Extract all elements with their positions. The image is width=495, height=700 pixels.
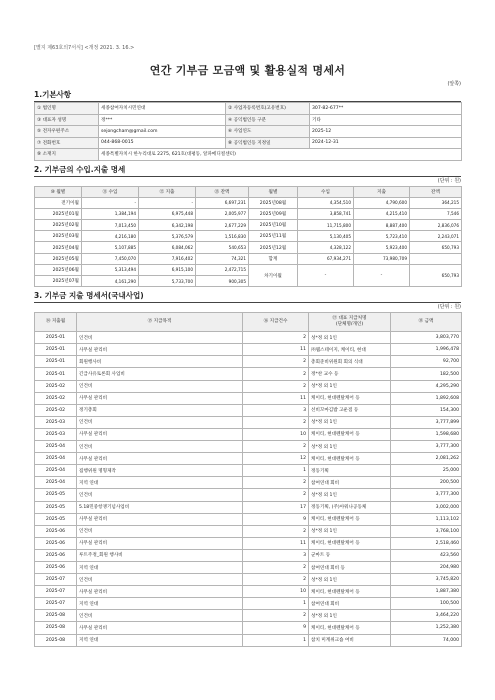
expense-month: 2025-01 — [35, 332, 77, 344]
income-col-header: 월별 — [249, 186, 298, 197]
expense-payee: 케이티, 현대렌탈케어 등 — [309, 586, 391, 598]
income-amount: 5,733,700 — [139, 276, 196, 287]
expense-month: 2025-08 — [35, 622, 77, 634]
expense-amount: 3,777,300 — [391, 489, 462, 501]
expense-amount: 2,081,262 — [391, 453, 462, 465]
expense-row — [35, 586, 462, 598]
expense-row — [35, 380, 462, 392]
income-amount: 2,677,229 — [196, 220, 249, 231]
expense-row — [35, 634, 462, 646]
expense-count: 11 — [243, 344, 309, 356]
expense-payee: 성*정 외 1인 — [309, 416, 391, 428]
field-value: 기타 — [310, 114, 462, 126]
expense-count: 2 — [243, 477, 309, 489]
expense-col-header: ⑮ 지급목적 — [77, 313, 243, 332]
income-amount: 11,715,800 — [298, 220, 354, 231]
expense-purpose: 지역 연대 — [77, 477, 243, 489]
expense-purpose: 사무실 관리비 — [77, 622, 243, 634]
expense-count: 2 — [243, 441, 309, 453]
expense-count: 2 — [243, 368, 309, 380]
expense-purpose: 인건비 — [77, 416, 243, 428]
expense-payee: 성*정 외 1인 — [309, 525, 391, 537]
expense-count: 2 — [243, 380, 309, 392]
income-amount: 4,161,290 — [82, 276, 139, 287]
expense-amount: 74,000 — [391, 634, 462, 646]
expense-row — [35, 465, 462, 477]
expense-col-header: ⑭ 지출월 — [35, 313, 77, 332]
expense-count: 1 — [243, 465, 309, 477]
income-amount: 7,546 — [410, 208, 462, 219]
expense-payee: 케이티, 현대렌탈케어 등 — [309, 428, 391, 440]
expense-amount: 1,996,478 — [391, 344, 462, 356]
income-amount: 4,216,180 — [82, 231, 139, 242]
expense-count: 2 — [243, 332, 309, 344]
expense-payee: 참여연대 회비 — [309, 598, 391, 610]
expense-row — [35, 441, 462, 453]
address-value: 세종특별자치시 한누리대로 2275, 621호(대평동, 알파메디컬센터) — [99, 149, 462, 161]
income-amount: - — [139, 197, 196, 208]
income-amount — [410, 253, 462, 264]
field-value: 세종참여자치시민연대 — [99, 103, 226, 115]
expense-purpose: 집행위원 명형제작 — [77, 465, 243, 477]
field-label: ③ 대표자 성명 — [35, 114, 99, 126]
basic-info-row — [35, 103, 462, 115]
expense-purpose: 긴급사유토론회 사업비 — [77, 368, 243, 380]
expense-amount: 1,887,380 — [391, 586, 462, 598]
expense-amount: 25,000 — [391, 465, 462, 477]
expense-row — [35, 344, 462, 356]
income-amount: 1,384,194 — [82, 208, 139, 219]
expense-purpose: 인건비 — [77, 332, 243, 344]
income-col-header: ⑪ 수입 — [82, 186, 139, 197]
field-label: ④ 공익법인등 구분 — [226, 114, 310, 126]
expense-amount: 92,700 — [391, 356, 462, 368]
income-amount: 2,243,071 — [410, 231, 462, 242]
income-row — [35, 231, 462, 242]
expense-row — [35, 428, 462, 440]
income-amount: 900,305 — [196, 276, 249, 287]
expense-amount: 4,295,290 — [391, 380, 462, 392]
income-amount: 6,697,231 — [196, 197, 249, 208]
expense-month: 2025-04 — [35, 465, 77, 477]
expense-row — [35, 622, 462, 634]
expense-month: 2025-07 — [35, 574, 77, 586]
expense-amount: 3,768,100 — [391, 525, 462, 537]
expense-purpose: 사무실 관리비 — [77, 586, 243, 598]
expense-amount: 204,980 — [391, 561, 462, 573]
expense-count: 10 — [243, 428, 309, 440]
expense-amount: 1,252,380 — [391, 622, 462, 634]
expense-payee: 선비꼬마김밥 고운점 등 — [309, 404, 391, 416]
income-amount: 650,793 — [410, 242, 462, 253]
page-title: 연간 기부금 모금액 및 활용실적 명세서 — [149, 64, 346, 77]
expense-month: 2025-02 — [35, 404, 77, 416]
expense-count: 17 — [243, 501, 309, 513]
income-month: 2025년02월 — [35, 220, 82, 231]
expense-payee: 정*찬 교수 등 — [309, 368, 391, 380]
expense-row — [35, 416, 462, 428]
income-row — [35, 264, 462, 275]
section-income-title: 2. 기부금의 수입.지출 명세 — [34, 165, 461, 177]
income-col-header: ⑩ 월별 — [35, 186, 82, 197]
expense-month: 2025-01 — [35, 344, 77, 356]
expense-month: 2025-06 — [35, 537, 77, 549]
expense-payee: 성*정 외 1인 — [309, 380, 391, 392]
expense-count: 2 — [243, 610, 309, 622]
expense-col-header: ⑰ 대표 지급처명 (단체명/개인) — [309, 313, 391, 332]
income-amount: 3,858,741 — [298, 208, 354, 219]
expense-purpose: 인건비 — [77, 574, 243, 586]
expense-row — [35, 561, 462, 573]
income-amount: 540,653 — [196, 242, 249, 253]
expense-count: 2 — [243, 525, 309, 537]
expense-month: 2025-03 — [35, 416, 77, 428]
expense-row — [35, 404, 462, 416]
income-month: 2025년08월 — [249, 197, 298, 208]
income-month: 2025년05월 — [35, 253, 82, 264]
expense-row — [35, 525, 462, 537]
income-month: 2025년06월 — [35, 264, 82, 275]
expense-month: 2025-07 — [35, 586, 77, 598]
section-expense-title: 3. 기부금 지출 명세서(국내사업) — [34, 291, 461, 303]
expense-payee: ㈜웹스테이지, 케이티, 현대 — [309, 344, 391, 356]
field-value: sejongcham@gmail.com — [99, 126, 226, 138]
income-month: 전기이월 — [35, 197, 82, 208]
income-month: 2025년01월 — [35, 208, 82, 219]
expense-row — [35, 356, 462, 368]
expense-col-header: ⑯ 지급건수 — [243, 313, 309, 332]
expense-month: 2025-08 — [35, 634, 77, 646]
field-label: ② 사업자등록번호(고유번호) — [226, 103, 310, 115]
expense-count: 9 — [243, 622, 309, 634]
field-label: ⑤ 전자우편주소 — [35, 126, 99, 138]
income-amount: 6,342,198 — [139, 220, 196, 231]
income-amount: 5,723,410 — [354, 231, 410, 242]
field-value: 2025-12 — [310, 126, 462, 138]
expense-payee: 성*정 외 1인 — [309, 332, 391, 344]
income-row — [35, 208, 462, 219]
income-amount: 74,321 — [196, 253, 249, 264]
income-amount: 1,516,830 — [196, 231, 249, 242]
income-col-header: 수입 — [298, 186, 354, 197]
expense-purpose: 인건비 — [77, 489, 243, 501]
expense-row — [35, 392, 462, 404]
expense-purpose: 사무실 관리비 — [77, 537, 243, 549]
carry-forward-balance: 650,793 — [410, 264, 462, 286]
income-amount: 2,005,977 — [196, 208, 249, 219]
expense-purpose: 사무실 관리비 — [77, 513, 243, 525]
income-amount: 4,328,122 — [298, 242, 354, 253]
expense-row — [35, 537, 462, 549]
income-amount: 5,107,885 — [82, 242, 139, 253]
expense-row — [35, 489, 462, 501]
expense-amount: 3,777,899 — [391, 416, 462, 428]
expense-payee: 군마트 등 — [309, 549, 391, 561]
expense-month: 2025-08 — [35, 610, 77, 622]
expense-row — [35, 477, 462, 489]
expense-amount: 3,002,000 — [391, 501, 462, 513]
expense-count: 2 — [243, 574, 309, 586]
expense-month: 2025-05 — [35, 501, 77, 513]
expense-purpose: 루트주정_회원 행사비 — [77, 549, 243, 561]
expense-count: 2 — [243, 489, 309, 501]
income-amount: 6,084,062 — [139, 242, 196, 253]
expense-month: 2025-01 — [35, 368, 77, 380]
expense-month: 2025-06 — [35, 561, 77, 573]
expense-payee: 케이티, 현대렌탈케어 등 — [309, 622, 391, 634]
income-amount: - — [82, 197, 139, 208]
expense-count: 10 — [243, 586, 309, 598]
expense-count: 1 — [243, 634, 309, 646]
expense-count: 11 — [243, 392, 309, 404]
expense-count: 2 — [243, 561, 309, 573]
expense-purpose: 5.18민중항쟁기념사업비 — [77, 501, 243, 513]
section-basic-title: 1.기본사항 — [34, 90, 461, 102]
expense-payee: 참여연대 회비 등 — [309, 561, 391, 573]
field-value: 2024-12-31 — [310, 137, 462, 149]
field-label: ⑥ 사업연도 — [226, 126, 310, 138]
expense-row — [35, 453, 462, 465]
expense-count: 2 — [243, 416, 309, 428]
income-month: 2025년10월 — [249, 220, 298, 231]
income-amount: 7,450,070 — [82, 253, 139, 264]
expense-purpose: 정기총회 — [77, 404, 243, 416]
expense-month: 2025-02 — [35, 380, 77, 392]
document-page — [34, 44, 461, 647]
expense-purpose: 인건비 — [77, 380, 243, 392]
expense-payee: 참여연대 회비 — [309, 477, 391, 489]
expense-count: 9 — [243, 513, 309, 525]
expense-payee: 성*정 외 1인 — [309, 441, 391, 453]
expense-purpose: 회원행사비 — [77, 356, 243, 368]
income-amount: 4,215,410 — [354, 208, 410, 219]
expense-payee: 성*정 외 1인 — [309, 610, 391, 622]
expense-payee: 정동기획 — [309, 465, 391, 477]
expense-purpose: 사무실 관리비 — [77, 392, 243, 404]
page-side-note: (앞쪽) — [447, 81, 461, 87]
basic-info-row — [35, 114, 462, 126]
address-label: ⑨ 소재지 — [35, 149, 99, 161]
income-amount: 5,923,400 — [354, 242, 410, 253]
basic-info-table — [34, 102, 462, 161]
expense-payee: 케이티, 현대렌탈케어 등 — [309, 537, 391, 549]
income-amount: 5,376,579 — [139, 231, 196, 242]
expense-month: 2025-02 — [35, 392, 77, 404]
income-col-header: ⑫ 지출 — [139, 186, 196, 197]
income-month: 2025년04월 — [35, 242, 82, 253]
expense-row — [35, 501, 462, 513]
income-row — [35, 253, 462, 264]
expense-amount: 1,598,680 — [391, 428, 462, 440]
expense-row — [35, 368, 462, 380]
expense-amount: 200,500 — [391, 477, 462, 489]
carry-forward-expense: - — [354, 264, 410, 286]
expense-purpose: 지역 연대 — [77, 598, 243, 610]
expense-count: 3 — [243, 549, 309, 561]
income-amount: 5,313,494 — [82, 264, 139, 275]
form-number: [별지 제63호의7서식] <개정 2021. 3. 16.> — [34, 45, 135, 51]
field-value: 정*** — [99, 114, 226, 126]
basic-info-row — [35, 137, 462, 149]
expense-month: 2025-04 — [35, 453, 77, 465]
expense-amount: 3,745,820 — [391, 574, 462, 586]
expense-count: 1 — [243, 598, 309, 610]
income-row — [35, 197, 462, 208]
expense-purpose: 지역 연대 — [77, 561, 243, 573]
income-amount: 364,215 — [410, 197, 462, 208]
income-amount: 4,354,510 — [298, 197, 354, 208]
basic-info-row-address — [35, 149, 462, 161]
expense-amount: 3,777,300 — [391, 441, 462, 453]
expense-month: 2025-07 — [35, 598, 77, 610]
expense-row — [35, 513, 462, 525]
expense-month: 2025-03 — [35, 428, 77, 440]
field-value: 307-82-677** — [310, 103, 462, 115]
expense-amount: 423,560 — [391, 549, 462, 561]
expense-amount: 1,892,608 — [391, 392, 462, 404]
income-amount: 2,836,076 — [410, 220, 462, 231]
expense-row — [35, 598, 462, 610]
expense-month: 2025-05 — [35, 489, 77, 501]
income-row — [35, 242, 462, 253]
expense-amount: 3,464,220 — [391, 610, 462, 622]
expense-payee: 정동기획, (주)아워나공동체 — [309, 501, 391, 513]
field-label: ① 법인명 — [35, 103, 99, 115]
income-amount: 7,916,402 — [139, 253, 196, 264]
expense-col-header: ⑱ 금액 — [391, 313, 462, 332]
expense-count: 3 — [243, 404, 309, 416]
expense-payee: 성*정 외 1인 — [309, 574, 391, 586]
income-month: 2025년03월 — [35, 231, 82, 242]
expense-month: 2025-04 — [35, 477, 77, 489]
expense-payee: 참치 미계위크숍 여비 — [309, 634, 391, 646]
expense-month: 2025-05 — [35, 513, 77, 525]
expense-purpose: 인건비 — [77, 441, 243, 453]
expense-count: 2 — [243, 356, 309, 368]
income-amount: 5,130,405 — [298, 231, 354, 242]
expense-detail-table — [34, 312, 462, 646]
expense-payee: 케이티, 현대렌탈케어 등 — [309, 453, 391, 465]
expense-amount: 100,500 — [391, 598, 462, 610]
income-month: 합계 — [249, 253, 298, 264]
income-col-header: ⑬ 잔액 — [196, 186, 249, 197]
expense-unit-note: (단위 : 원) — [437, 304, 461, 311]
expense-purpose: 인건비 — [77, 525, 243, 537]
income-unit-note: (단위 : 원) — [437, 177, 461, 184]
income-month: 2025년12월 — [249, 242, 298, 253]
expense-count: 12 — [243, 453, 309, 465]
income-amount: 8,887,400 — [354, 220, 410, 231]
income-month: 2025년07월 — [35, 276, 82, 287]
expense-amount: 1,113,102 — [391, 513, 462, 525]
expense-row — [35, 549, 462, 561]
expense-purpose: 인건비 — [77, 610, 243, 622]
income-amount: 6,975,448 — [139, 208, 196, 219]
field-value: 044-868-0015 — [99, 137, 226, 149]
carry-forward-label: 차기이월 — [249, 264, 298, 286]
field-label: ⑧ 공익법인등 지정일 — [226, 137, 310, 149]
income-amount: 4,790,600 — [354, 197, 410, 208]
basic-info-row — [35, 126, 462, 138]
income-amount: 7,013,450 — [82, 220, 139, 231]
income-month: 2025년11월 — [249, 231, 298, 242]
field-label: ⑦ 전화번호 — [35, 137, 99, 149]
expense-purpose: 사무실 관리비 — [77, 344, 243, 356]
expense-amount: 2,518,460 — [391, 537, 462, 549]
expense-amount: 3,803,770 — [391, 332, 462, 344]
expense-count: 11 — [243, 537, 309, 549]
expense-purpose: 사무실 관리비 — [77, 453, 243, 465]
carry-forward-income: - — [298, 264, 354, 286]
income-row — [35, 220, 462, 231]
expense-month: 2025-04 — [35, 441, 77, 453]
income-expense-table — [34, 186, 462, 288]
expense-row — [35, 610, 462, 622]
income-amount: 73,980,709 — [354, 253, 410, 264]
expense-amount: 154,300 — [391, 404, 462, 416]
expense-month: 2025-01 — [35, 356, 77, 368]
expense-month: 2025-06 — [35, 549, 77, 561]
expense-payee: 케이티, 현대렌탈케어 등 — [309, 513, 391, 525]
expense-purpose: 사무실 관리비 — [77, 428, 243, 440]
expense-payee: 케이티, 현대렌탈케어 등 — [309, 392, 391, 404]
expense-row — [35, 574, 462, 586]
expense-payee: 총회준비위원회 회의 식대 — [309, 356, 391, 368]
income-col-header: 지출 — [354, 186, 410, 197]
expense-amount: 182,500 — [391, 368, 462, 380]
expense-month: 2025-06 — [35, 525, 77, 537]
income-amount: 2,472,715 — [196, 264, 249, 275]
expense-row — [35, 332, 462, 344]
expense-payee: 성*정 외 1인 — [309, 489, 391, 501]
income-amount: 67,934,271 — [298, 253, 354, 264]
income-amount: 6,915,100 — [139, 264, 196, 275]
expense-purpose: 지역 연대 — [77, 634, 243, 646]
income-month: 2025년09월 — [249, 208, 298, 219]
income-col-header: 잔액 — [410, 186, 462, 197]
